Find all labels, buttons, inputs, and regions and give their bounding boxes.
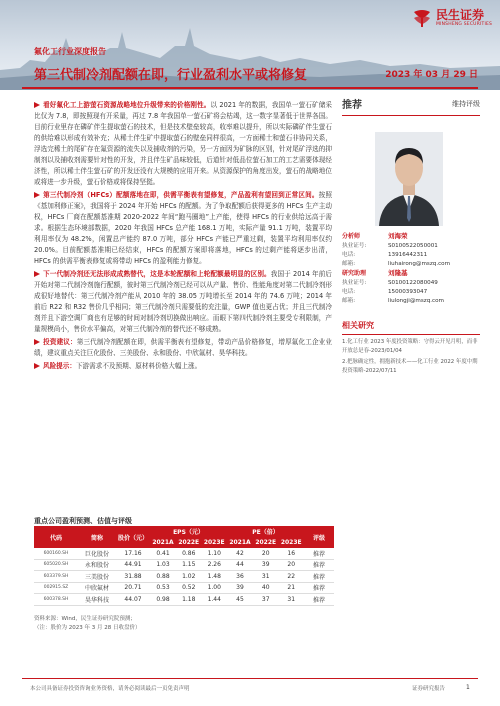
footer-report-label: 证券研究报告: [412, 686, 446, 692]
footer-divider: [22, 678, 478, 679]
col-price: 股价（元）: [116, 526, 150, 548]
year-header: 2021A: [227, 537, 253, 548]
rating-bar: [342, 96, 480, 116]
bullet-arrow-icon: [34, 192, 40, 198]
body-paragraph-2: 第三代制冷剂（HFCs）配额落地在即，供需平衡表有望修复，产品盈利有望回到正常区间。按照《基加利修正案》，我国将于 2024 年开始 HFCs 的配额。为了争取配额后获得更多的 HFCs 生产主动权，HFCs 厂商在配额基准期 2020-2022 年间“跑马圈地”上产能，使得 HFCs 的行业供给远高于需求。根据生态环境部数据，2020 年我国 HFCs 总产能 168.1 万吨，实际产量 91.1 万吨，装置平均利用率仅为 48.2%，闲置总产能约 87.0 万吨，部分 HFCs 产能已严重过剩，装置平均利用率仅约 20.0%。目前配额基准期已经结束，HFCs 的配额方案即将落地，HFCs 的过剩产能将逐步出清，HFCs 的供需平衡表修复或将带动 HFCs 的盈利能力修复。: [34, 191, 333, 265]
related-research-link-2[interactable]: 2.把脉确定性，拥抱新技术——化工行业 2022 年度中期投资策略-2022/07/11: [342, 359, 478, 374]
assistant-email-link[interactable]: liulongji@mszq.com: [388, 298, 445, 304]
year-header: 2023E: [278, 537, 304, 548]
bullet-arrow-icon: [34, 363, 40, 369]
rating-value: 维持评级: [452, 99, 480, 108]
report-date: 2023 年 03 月 29 日: [385, 70, 478, 80]
year-header: 2022E: [253, 537, 278, 548]
footer-disclaimer: 本公司具备证券投资咨询业务资格，请务必阅读最后一页免责声明: [30, 686, 190, 692]
col-name: 简称: [78, 526, 116, 548]
col-eps: EPS（元）: [150, 526, 227, 537]
bullet-arrow-icon: [34, 102, 40, 108]
body-paragraph-1: 看好氟化工上游萤石资源战略地位升级带来的价格刚性。以 2021 年的数据，我国单一萤石矿储采比仅为 7.8，即按照现有开采量，再过 7.8 年我国单一萤石矿将会枯竭，这一数字显著低于世界各国。目前行业里存在磷矿伴生提取萤石的技术，但是技术壁垒较高，收率难以提升，所以实际磷矿伴生萤石的供给难以形成有效补充；从稀土伴生矿中提取萤石的壁垒同样很高，一方面稀土和萤石非协同关系，浮选完稀土的尾矿存在氟资源的流失以及捕收剂的污染，另一方面因为矿脉的区别，针对尾矿浮选的抑制剂以及捕收剂需要针对性的开发，并且伴生矿品味较低，后道针对低品位萤石加工的工艺需要体现经济性，所以稀土伴生萤石矿的开发还没有大规模的应用开来。从资源保护的角度出发，萤石的战略地位或将进一步升级，萤石价格或将保持坚挺。: [34, 101, 332, 186]
year-header: 2022E: [176, 537, 201, 548]
table-row: 600378.SH 昊华科技 44.07 0.98 1.18 1.44 45 37 31 推荐: [34, 594, 334, 606]
table-row: 603379.SH 三美股份 31.88 0.88 1.02 1.48 36 31 22 推荐: [34, 571, 334, 583]
table-row: 605020.SH 永和股份 44.91 1.03 1.15 2.26 44 39 20 推荐: [34, 559, 334, 571]
table-row: 002915.SZ 中欣氟材 20.71 0.53 0.52 1.00 39 40 21 推荐: [34, 582, 334, 594]
report-header: [0, 0, 500, 90]
table-row: 600160.SH 巨化股份 17.16 0.41 0.86 1.10 42 20 16 推荐: [34, 548, 334, 559]
related-research-link-1[interactable]: 1.化工行业 2023 年度投资策略：守得云开见月明，而非开放总是春-2023/01/04: [342, 339, 478, 354]
investment-advice: 投资建议：第三代制冷剂配额在即，供需平衡表有望修复，带动产品价格修复，增厚氟化工企业业绩，建议重点关注巨化股份、三美股份、永和股份、中欣氟材、昊华科技。: [34, 338, 333, 357]
analyst-email-link[interactable]: liuhairong@mszq.com: [388, 261, 451, 267]
table-title: 重点公司盈利预测、估值与评级: [34, 517, 132, 525]
minsheng-logo-icon: [412, 8, 432, 28]
body-paragraph-3: 下一代制冷剂还无法形成成熟替代，这是本轮配额和上轮配额最明显的区别。我国于 2014 年前后开始对第二代制冷剂施行配额，彼时第三代制冷剂已经可以从产量、售价、性能角度对第二代制冷剂形成很好地替代：第三代制冷剂产能从 2010 年的 38.05 万吨增长至 2014 年的 74.6 万吨；2014 年前后 R22 和 R32 售价几乎相同；第三代制冷剂只需要低的充注量，GWP 值也更占优；并且三代制冷剂并且下游空调厂商也有足够的时间对制冷剂切换做出响应。而眼下第四代制冷剂主要受专利限制，产量规模尚小，售价水平偏高，对第三代制冷剂的替代还不够成熟。: [34, 270, 332, 333]
risk-warning: 风险提示：下游需求不及预期、原材料价格大幅上涨。: [34, 361, 332, 372]
year-header: 2021A: [150, 537, 176, 548]
brand-logo: [412, 6, 494, 30]
analyst-portrait-image: [375, 132, 443, 226]
related-research-title: 相关研究: [342, 320, 480, 335]
table-header-row: [34, 526, 334, 537]
col-pe: PE（倍）: [227, 526, 304, 537]
year-header: 2023E: [202, 537, 227, 548]
col-code: 代码: [34, 526, 78, 548]
analyst-name: 刘海荣: [388, 232, 408, 240]
report-type-label: 氟化工行业深度报告: [34, 47, 106, 56]
forecast-table: [34, 526, 334, 606]
analyst-info-1: 分析师 刘海荣 执业证号: S0100522050001 电话: 13916442311 邮箱: liuhairong@mszq.com 研究助理 刘隆基 执业证号: S0100122080049 电话: 15000393047 邮箱: liulongji@mszq.com: [342, 232, 451, 304]
table-source: 资料来源：Wind，民生证券研究院预测；: [34, 616, 136, 622]
report-body: [34, 100, 332, 374]
related-research: [342, 320, 480, 375]
report-title: 第三代制冷剂配额在即，行业盈利水平或将修复: [34, 68, 308, 83]
rating-title: 推荐: [342, 100, 362, 111]
analyst-photo: [375, 132, 443, 226]
bullet-arrow-icon: [34, 339, 40, 345]
assistant-name: 刘隆基: [388, 269, 408, 277]
col-rating: 评级: [304, 526, 334, 548]
header-divider: [22, 87, 478, 89]
logo-chinese-text: 民生证券: [436, 8, 485, 22]
page-number: 1: [466, 684, 470, 691]
logo-english-text: MINSHENG SECURITIES: [436, 22, 493, 27]
bullet-arrow-icon: [34, 271, 40, 277]
table-note: （注：股价为 2023 年 3 月 28 日收盘价）: [34, 625, 141, 631]
sidebar: [342, 96, 480, 375]
